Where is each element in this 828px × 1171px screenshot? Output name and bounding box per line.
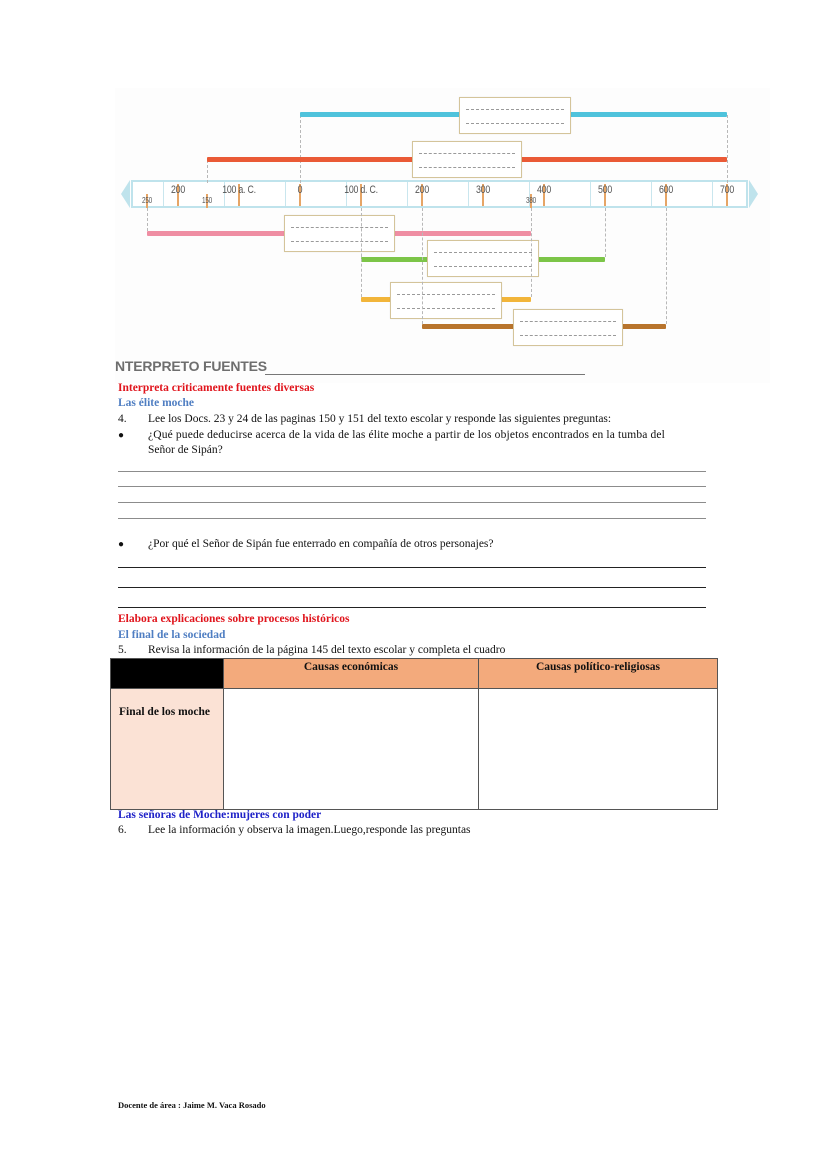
axis-tick-label-1: 200 — [171, 184, 185, 196]
bullet-icon: ● — [118, 539, 125, 550]
section-title-rule — [265, 374, 585, 375]
dashed-answer-line — [291, 241, 388, 242]
answer-line-q2-3[interactable] — [118, 607, 706, 608]
timeline-answer-box-green[interactable] — [427, 240, 539, 277]
dashed-answer-line — [419, 153, 515, 154]
dashed-answer-line — [434, 252, 532, 253]
instruction-text: Lee los Docs. 23 y 24 de las paginas 150 y 151 del texto escolar y responde las siguientes preguntas: — [148, 413, 612, 425]
instruction-text: Revisa la información de la página 145 del texto escolar y completa el cuadro — [148, 644, 506, 656]
axis-tick-label-3: 100 a. C. — [222, 184, 256, 196]
dashed-answer-line — [397, 308, 495, 309]
section-title-interpreto-fuentes: NTERPRETO FUENTES — [115, 358, 267, 374]
item-5-instruction — [118, 643, 505, 657]
axis-tick-label-10: 500 — [598, 184, 612, 196]
axis-tick-label-7: 300 — [476, 184, 490, 196]
question-2-text: ¿Por qué el Señor de Sipán fue enterrado en compañía de otros personajes? — [148, 538, 494, 550]
instruction-text: Lee la información y observa la imagen.Luego,responde las preguntas — [148, 824, 471, 836]
table-row — [111, 689, 718, 810]
axis-tick-label-6: 200 — [415, 184, 429, 196]
timeline-answer-box-blue[interactable] — [459, 97, 571, 134]
axis-tick-label-2: 150 — [202, 196, 212, 205]
competency-heading-1: Interpreta criticamente fuentes diversas — [118, 382, 315, 394]
item-number: 5. — [118, 644, 127, 656]
axis-right-arrow-icon — [749, 180, 758, 208]
dashed-answer-line — [419, 167, 515, 168]
axis-tick-label-0: 250 — [142, 196, 152, 205]
axis-tick-label-9: 400 — [537, 184, 551, 196]
bar-leader-line — [300, 115, 301, 183]
table-cell-political-religious[interactable] — [479, 689, 718, 810]
bar-leader-line — [605, 208, 606, 257]
axis-separator — [468, 182, 469, 206]
table-header-row — [111, 659, 718, 689]
table-header-economic: Causas económicas — [224, 659, 479, 689]
dashed-answer-line — [466, 109, 564, 110]
subtitle-elite-moche: Las élite moche — [118, 397, 195, 409]
dashed-answer-line — [397, 294, 495, 295]
bar-leader-line — [207, 160, 208, 183]
question-1-text-line2: Señor de Sipán? — [148, 444, 223, 456]
answer-line-q2-2[interactable] — [118, 587, 706, 588]
causes-table — [110, 658, 718, 810]
axis-separator — [285, 182, 286, 206]
timeline-answer-box-red[interactable] — [412, 141, 522, 178]
dashed-answer-line — [466, 123, 564, 124]
answer-line-q1-1[interactable] — [118, 471, 706, 472]
axis-tick-label-12: 700 — [720, 184, 734, 196]
dashed-answer-line — [434, 266, 532, 267]
axis-tick-label-5: 100 d. C. — [344, 184, 378, 196]
table-row-label: Final de los moche — [111, 689, 224, 810]
question-1-text-line1: ¿Qué puede deducirse acerca de la vida de las élite moche a partir de los objetos encontrados en la tumba del — [148, 429, 666, 441]
axis-left-arrow-icon — [121, 180, 130, 208]
question-2 — [118, 537, 494, 552]
bar-leader-line — [422, 208, 423, 324]
item-number: 6. — [118, 824, 127, 836]
table-header-political-religious: Causas político-religiosas — [479, 659, 718, 689]
timeline-answer-box-brown[interactable] — [513, 309, 623, 346]
bar-leader-line — [531, 208, 532, 297]
dashed-answer-line — [520, 335, 616, 336]
bar-leader-line — [666, 208, 667, 324]
axis-separator — [712, 182, 713, 206]
bar-leader-line — [147, 208, 148, 231]
bar-leader-line — [727, 160, 728, 183]
table-header-corner — [111, 659, 224, 689]
dashed-answer-line — [520, 321, 616, 322]
item-6-instruction — [118, 823, 471, 837]
item-number: 4. — [118, 413, 127, 425]
timeline-answer-box-pink[interactable] — [284, 215, 395, 252]
table-cell-economic[interactable] — [224, 689, 479, 810]
footer-teacher: Docente de área : Jaime M. Vaca Rosado — [118, 1100, 266, 1110]
answer-line-q2-1[interactable] — [118, 567, 706, 568]
dashed-answer-line — [291, 227, 388, 228]
timeline-figure — [115, 88, 770, 383]
axis-separator — [407, 182, 408, 206]
item-4-instruction — [118, 412, 611, 426]
question-1 — [118, 428, 665, 443]
axis-tick-label-4: 0 — [297, 184, 303, 196]
competency-heading-2: Elabora explicaciones sobre procesos históricos — [118, 613, 350, 625]
answer-line-q1-2[interactable] — [118, 486, 706, 487]
subtitle-final-sociedad: El final de la sociedad — [118, 629, 226, 641]
bullet-icon: ● — [118, 430, 125, 441]
axis-separator — [590, 182, 591, 206]
axis-separator — [651, 182, 652, 206]
timeline-answer-box-yellow[interactable] — [390, 282, 502, 319]
axis-tick-label-8: 380 — [526, 196, 536, 205]
subtitle-senoras-moche: Las señoras de Moche:mujeres con poder — [118, 809, 322, 821]
answer-line-q1-3[interactable] — [118, 502, 706, 503]
bar-leader-line — [361, 208, 362, 297]
answer-line-q1-4[interactable] — [118, 518, 706, 519]
axis-separator — [163, 182, 164, 206]
axis-tick-label-11: 600 — [659, 184, 673, 196]
